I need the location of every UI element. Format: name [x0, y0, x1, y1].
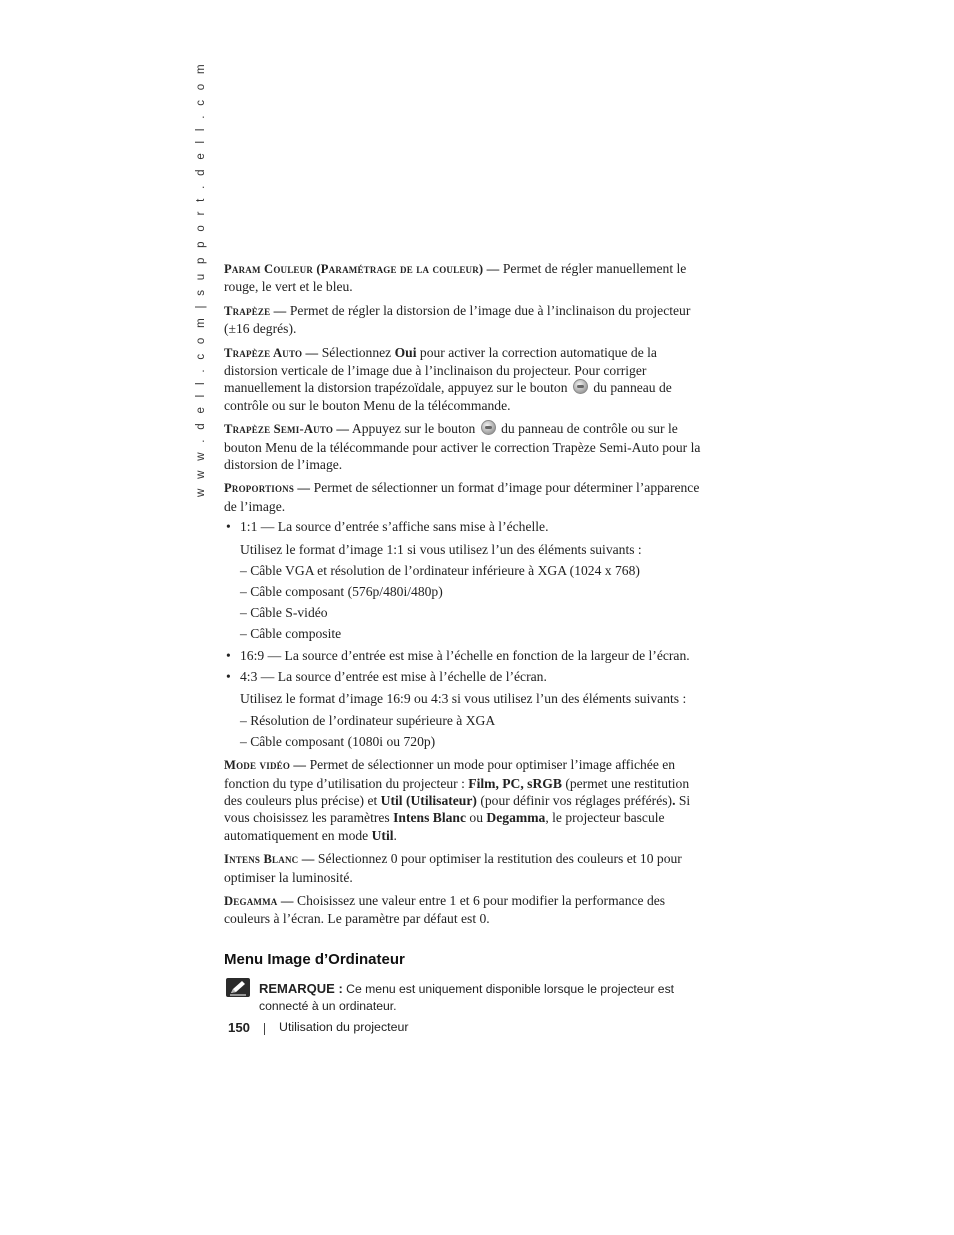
entry-text: du panneau de contrôle ou sur le bouton Menu de la télécommande.	[224, 380, 672, 413]
dash-item: – Câble composant (576p/480i/480p)	[240, 584, 443, 600]
option-oui: Oui	[394, 344, 417, 360]
option-text: .	[672, 792, 676, 808]
bullet-text: • 16:9 — La source d’entrée est mise à l’échelle en fonction de la largeur de l’écran.	[240, 647, 690, 663]
term-label: Param Couleur (Paramétrage de la couleur) —	[224, 262, 500, 276]
option-text: Util	[371, 827, 394, 843]
entry-text: ou	[466, 810, 487, 826]
option-text: Util (Utilisateur)	[380, 792, 477, 808]
proportions-list	[224, 518, 702, 750]
entry-text: du panneau de contrôle ou sur le bouton Menu de la télécommande pour activer le correction Trapèze Semi-Auto pour la distorsion de l’image.	[224, 421, 701, 473]
bullet-note: Utilisez le format d’image 16:9 ou 4:3 si vous utilisez l’un des éléments suivants :	[240, 691, 687, 707]
entry-text: Si vous choisissez les paramètres	[224, 792, 691, 826]
page-number: 150	[228, 1019, 251, 1035]
entry-param-couleur	[224, 260, 702, 296]
entry-text: Permet de sélectionner un mode pour optimiser l’image affichée en fonction du type d’utilisation du projecteur :	[224, 757, 676, 791]
entry-text: .	[393, 827, 397, 843]
bullet-text: • 1:1 — La source d’entrée s’affiche sans mise à l’échelle.	[240, 519, 549, 535]
list-item	[240, 668, 702, 750]
section-title: Menu Image d’Ordinateur	[224, 950, 405, 968]
option-text: Degamma	[486, 810, 546, 826]
list-item	[240, 647, 702, 664]
entry-proportions	[224, 479, 702, 515]
entry-text: Permet de sélectionner un format d’image pour déterminer l’apparence de l’image.	[224, 480, 700, 514]
entry-text: Permet de régler manuellement le rouge, le vert et le bleu.	[224, 261, 687, 295]
page-footer	[228, 1019, 409, 1035]
dash-item: – Câble S-vidéo	[240, 605, 328, 621]
remark-note	[224, 980, 702, 1015]
side-url-margin: w w w . d e l l . c o m | s u p p o r t . d e l l . c o m	[195, 61, 207, 497]
entry-mode-video	[224, 756, 702, 844]
entry-text: , le projecteur bascule automatiquement en mode	[224, 810, 665, 843]
term-label: Trapèze —	[224, 303, 287, 318]
entry-trapeze-auto	[224, 344, 702, 415]
term-label: Trapèze Auto —	[224, 345, 319, 360]
entry-text: Appuyez sur le bouton	[349, 421, 479, 437]
entry-text: Permet de régler la distorsion de l’image due à l’inclinaison du projecteur (±16 degrés).	[224, 302, 691, 337]
entry-text: Choisissez une valeur entre 1 et 6 pour modifier la performance des couleurs à l’écran. Le paramètre par défaut est 0.	[224, 892, 666, 927]
menu-button-icon	[481, 420, 496, 435]
entry-text: Sélectionnez	[318, 344, 395, 360]
bullet-text: • 4:3 — La source d’entrée est mise à l’échelle de l’écran.	[240, 668, 547, 684]
dash-item: – Câble VGA et résolution de l’ordinateur inférieure à XGA (1024 x 768)	[240, 563, 640, 579]
entry-trapeze-semi-auto	[224, 420, 702, 473]
dash-item: – Câble composite	[240, 626, 342, 642]
chapter-title: Utilisation du projecteur	[279, 1020, 409, 1034]
entry-trapeze	[224, 302, 702, 338]
remark-label: REMARQUE :	[259, 981, 343, 997]
entry-text: pour activer la correction automatique de la distorsion verticale de l’image due à l’inclinaison du projecteur. Pour corriger manuellement la distorsion trapézoïdale, appuyez sur le bouton	[224, 344, 657, 396]
dash-item: – Câble composant (1080i ou 720p)	[240, 733, 436, 749]
term-label: Intens Blanc —	[224, 852, 315, 867]
term-label: Degamma —	[224, 893, 294, 908]
menu-button-icon	[573, 379, 588, 394]
option-text: Intens Blanc	[393, 810, 467, 826]
term-label: Proportions —	[224, 481, 311, 496]
entry-text: Sélectionnez 0 pour optimiser la restitution des couleurs et 10 pour optimiser la luminosité.	[224, 851, 682, 885]
list-item	[240, 518, 702, 642]
page-content	[224, 260, 702, 1015]
bullet-note: Utilisez le format d’image 1:1 si vous utilisez l’un des éléments suivants :	[240, 541, 642, 557]
footer-divider	[264, 1023, 265, 1035]
option-text: Film, PC, sRGB	[468, 775, 562, 791]
term-label: Trapèze Semi-Auto —	[224, 422, 350, 437]
pencil-note-icon	[226, 978, 250, 997]
entry-text: (pour définir vos réglages préférés)	[476, 792, 673, 808]
entry-degamma	[224, 892, 702, 928]
entry-text: (permet une restitution des couleurs plus précise) et	[224, 775, 690, 808]
remark-text: Ce menu est uniquement disponible lorsque le projecteur est connecté à un ordinateur.	[259, 982, 675, 1014]
dash-item: – Résolution de l’ordinateur supérieure à XGA	[240, 712, 496, 728]
term-label: Mode vidéo —	[224, 758, 307, 773]
entry-intens-blanc	[224, 850, 702, 886]
